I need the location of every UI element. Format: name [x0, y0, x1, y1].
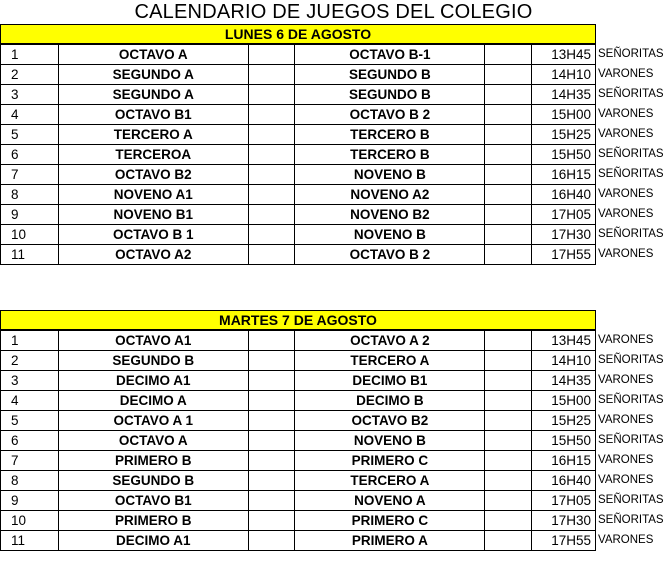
category-label: VARONES: [598, 128, 654, 140]
team-a-cell: NOVENO A1: [58, 185, 248, 205]
spacer-cell: [485, 85, 532, 105]
table-row: [1, 165, 596, 185]
spacer-cell: [248, 205, 295, 225]
spacer-cell: [248, 331, 295, 351]
spacer-cell: [248, 411, 295, 431]
spacer-cell: [485, 371, 532, 391]
match-number-cell: 11: [1, 245, 59, 265]
match-number-cell: 2: [1, 351, 59, 371]
match-time-cell: 16H40: [532, 185, 596, 205]
table-row: [1, 185, 596, 205]
match-time-cell: 16H40: [532, 471, 596, 491]
spacer-cell: [248, 85, 295, 105]
match-number-cell: 9: [1, 491, 59, 511]
table-row: [1, 85, 596, 105]
table-row: [1, 491, 596, 511]
category-label: SEÑORITAS: [598, 434, 664, 446]
team-b-cell: NOVENO A: [295, 491, 485, 511]
spacer-cell: [248, 451, 295, 471]
match-time-cell: 14H35: [532, 371, 596, 391]
team-b-cell: SEGUNDO B: [295, 65, 485, 85]
match-time-cell: 17H05: [532, 491, 596, 511]
team-b-cell: NOVENO A2: [295, 185, 485, 205]
match-number-cell: 5: [1, 411, 59, 431]
spacer-cell: [485, 471, 532, 491]
table-row: [1, 411, 596, 431]
team-a-cell: OCTAVO A1: [58, 331, 248, 351]
team-b-cell: SEGUNDO B: [295, 85, 485, 105]
spacer-cell: [485, 45, 532, 65]
spacer-cell: [485, 331, 532, 351]
match-number-cell: 1: [1, 331, 59, 351]
team-a-cell: TERCERO A: [58, 125, 248, 145]
match-time-cell: 14H35: [532, 85, 596, 105]
spacer-cell: [248, 245, 295, 265]
category-label: VARONES: [598, 474, 654, 486]
category-label: VARONES: [598, 374, 654, 386]
category-label: VARONES: [598, 108, 654, 120]
team-b-cell: NOVENO B: [295, 165, 485, 185]
spacer-cell: [248, 511, 295, 531]
match-number-cell: 4: [1, 105, 59, 125]
team-a-cell: SEGUNDO B: [58, 471, 248, 491]
team-b-cell: PRIMERO C: [295, 511, 485, 531]
table-row: [1, 511, 596, 531]
team-b-cell: TERCERO B: [295, 145, 485, 165]
team-a-cell: SEGUNDO A: [58, 85, 248, 105]
match-number-cell: 7: [1, 451, 59, 471]
spacer-cell: [248, 145, 295, 165]
match-number-cell: 8: [1, 471, 59, 491]
spacer-cell: [485, 205, 532, 225]
match-number-cell: 3: [1, 371, 59, 391]
team-a-cell: TERCEROA: [58, 145, 248, 165]
team-a-cell: OCTAVO B1: [58, 491, 248, 511]
category-label: SEÑORITAS: [598, 494, 664, 506]
page-title: CALENDARIO DE JUEGOS DEL COLEGIO: [134, 1, 533, 23]
match-number-cell: 5: [1, 125, 59, 145]
match-number-cell: 9: [1, 205, 59, 225]
table-row: [1, 45, 596, 65]
table-row: [1, 451, 596, 471]
spacer-cell: [248, 65, 295, 85]
table-row: [1, 65, 596, 85]
team-b-cell: TERCERO A: [295, 351, 485, 371]
table-row: [1, 245, 596, 265]
match-number-cell: 10: [1, 511, 59, 531]
spacer-cell: [485, 351, 532, 371]
team-a-cell: OCTAVO A: [58, 45, 248, 65]
category-label: SEÑORITAS: [598, 148, 664, 160]
spacer-cell: [485, 145, 532, 165]
match-number-cell: 2: [1, 65, 59, 85]
match-number-cell: 6: [1, 431, 59, 451]
team-a-cell: OCTAVO B2: [58, 165, 248, 185]
spacer-cell: [485, 431, 532, 451]
team-b-cell: DECIMO B: [295, 391, 485, 411]
spacer-cell: [485, 491, 532, 511]
match-time-cell: 13H45: [532, 331, 596, 351]
team-a-cell: DECIMO A1: [58, 531, 248, 551]
team-b-cell: TERCERO A: [295, 471, 485, 491]
table-row: [1, 351, 596, 371]
team-b-cell: OCTAVO B 2: [295, 245, 485, 265]
spacer-cell: [248, 371, 295, 391]
team-a-cell: PRIMERO B: [58, 511, 248, 531]
spacer-cell: [485, 391, 532, 411]
team-b-cell: OCTAVO B 2: [295, 105, 485, 125]
category-label: SEÑORITAS: [598, 168, 664, 180]
table-row: [1, 431, 596, 451]
match-time-cell: 17H55: [532, 531, 596, 551]
spacer-cell: [485, 245, 532, 265]
match-number-cell: 6: [1, 145, 59, 165]
spacer-cell: [248, 431, 295, 451]
spacer-cell: [248, 105, 295, 125]
spacer-cell: [485, 105, 532, 125]
match-number-cell: 7: [1, 165, 59, 185]
table-row: [1, 145, 596, 165]
team-b-cell: OCTAVO B2: [295, 411, 485, 431]
table-row: [1, 225, 596, 245]
match-number-cell: 11: [1, 531, 59, 551]
match-time-cell: 15H00: [532, 105, 596, 125]
match-time-cell: 13H45: [532, 45, 596, 65]
table-row: [1, 371, 596, 391]
match-time-cell: 15H50: [532, 145, 596, 165]
table-row: [1, 125, 596, 145]
match-time-cell: 17H05: [532, 205, 596, 225]
schedule-table: [0, 44, 596, 265]
table-row: [1, 391, 596, 411]
team-a-cell: OCTAVO B 1: [58, 225, 248, 245]
spacer-cell: [485, 411, 532, 431]
team-b-cell: TERCERO B: [295, 125, 485, 145]
spacer-cell: [248, 125, 295, 145]
category-label: VARONES: [598, 248, 654, 260]
spacer-cell: [485, 65, 532, 85]
table-row: [1, 331, 596, 351]
match-time-cell: 17H30: [532, 225, 596, 245]
spacer-cell: [485, 225, 532, 245]
match-time-cell: 17H30: [532, 511, 596, 531]
schedule-day-2: [0, 310, 667, 551]
team-b-cell: DECIMO B1: [295, 371, 485, 391]
spacer-cell: [485, 125, 532, 145]
match-time-cell: 15H25: [532, 125, 596, 145]
category-label: VARONES: [598, 454, 654, 466]
team-a-cell: SEGUNDO B: [58, 351, 248, 371]
category-label: VARONES: [598, 534, 654, 546]
match-time-cell: 14H10: [532, 65, 596, 85]
day-header: MARTES 7 DE AGOSTO: [0, 310, 596, 330]
spacer-cell: [485, 185, 532, 205]
spacer-cell: [248, 351, 295, 371]
match-time-cell: 15H50: [532, 431, 596, 451]
category-label: SEÑORITAS: [598, 88, 664, 100]
table-row: [1, 531, 596, 551]
match-time-cell: 17H55: [532, 245, 596, 265]
category-label: SEÑORITAS: [598, 48, 664, 60]
match-time-cell: 16H15: [532, 165, 596, 185]
team-a-cell: OCTAVO B1: [58, 105, 248, 125]
team-b-cell: NOVENO B: [295, 431, 485, 451]
team-a-cell: OCTAVO A2: [58, 245, 248, 265]
spacer-cell: [485, 451, 532, 471]
table-row: [1, 471, 596, 491]
table-row: [1, 205, 596, 225]
table-row: [1, 105, 596, 125]
spacer-cell: [248, 471, 295, 491]
team-b-cell: OCTAVO B-1: [295, 45, 485, 65]
team-a-cell: SEGUNDO A: [58, 65, 248, 85]
spacer-cell: [485, 531, 532, 551]
day-header: LUNES 6 DE AGOSTO: [0, 24, 596, 44]
match-time-cell: 15H00: [532, 391, 596, 411]
category-label: VARONES: [598, 414, 654, 426]
team-b-cell: NOVENO B2: [295, 205, 485, 225]
spacer-cell: [248, 491, 295, 511]
team-a-cell: NOVENO B1: [58, 205, 248, 225]
spacer-cell: [485, 165, 532, 185]
schedule-table: [0, 330, 596, 551]
team-b-cell: PRIMERO C: [295, 451, 485, 471]
category-label: VARONES: [598, 188, 654, 200]
category-label: VARONES: [598, 334, 654, 346]
spacer-cell: [485, 511, 532, 531]
match-time-cell: 15H25: [532, 411, 596, 431]
match-number-cell: 4: [1, 391, 59, 411]
spacer-cell: [248, 165, 295, 185]
category-label: VARONES: [598, 208, 654, 220]
schedule-day-1: [0, 24, 667, 265]
match-number-cell: 8: [1, 185, 59, 205]
spacer-cell: [248, 531, 295, 551]
team-b-cell: NOVENO B: [295, 225, 485, 245]
match-number-cell: 10: [1, 225, 59, 245]
team-a-cell: OCTAVO A 1: [58, 411, 248, 431]
category-label: SEÑORITAS: [598, 514, 664, 526]
spacer-cell: [248, 45, 295, 65]
spacer-cell: [248, 185, 295, 205]
match-number-cell: 1: [1, 45, 59, 65]
match-time-cell: 14H10: [532, 351, 596, 371]
team-a-cell: DECIMO A1: [58, 371, 248, 391]
category-label: SEÑORITAS: [598, 394, 664, 406]
spacer-cell: [248, 391, 295, 411]
team-a-cell: PRIMERO B: [58, 451, 248, 471]
team-a-cell: OCTAVO A: [58, 431, 248, 451]
spacer-cell: [248, 225, 295, 245]
team-b-cell: PRIMERO A: [295, 531, 485, 551]
match-number-cell: 3: [1, 85, 59, 105]
category-label: SEÑORITAS: [598, 354, 664, 366]
team-b-cell: OCTAVO A 2: [295, 331, 485, 351]
team-a-cell: DECIMO A: [58, 391, 248, 411]
category-label: VARONES: [598, 68, 654, 80]
category-label: SEÑORITAS: [598, 228, 664, 240]
match-time-cell: 16H15: [532, 451, 596, 471]
